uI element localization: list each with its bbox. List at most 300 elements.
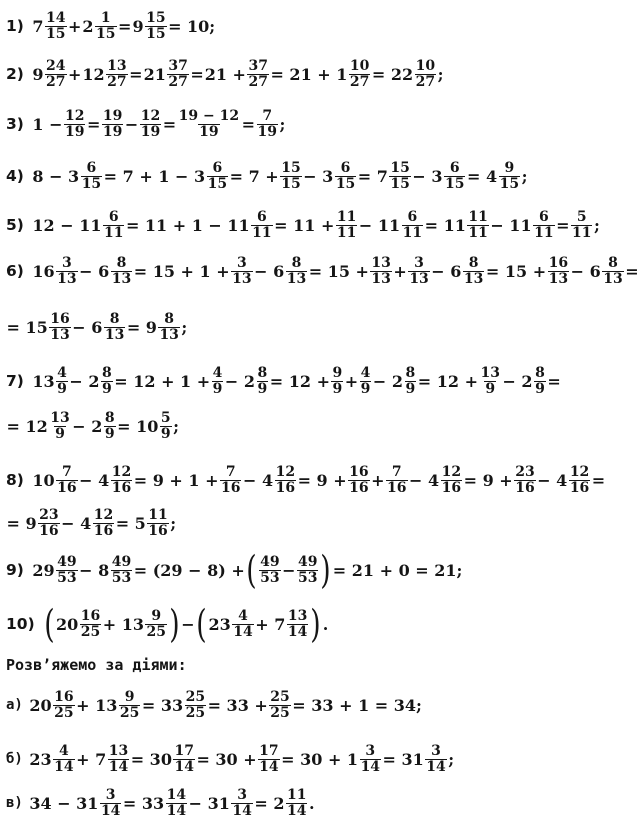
fraction xyxy=(119,690,140,721)
fraction xyxy=(287,609,308,640)
equation-line xyxy=(6,460,635,500)
large-parenthesis: ) xyxy=(320,548,332,592)
fraction-denominator: 53 xyxy=(57,569,77,586)
math-text: = 12 + xyxy=(269,371,330,391)
fraction-numerator: 12 xyxy=(111,463,132,480)
fraction-denominator: 9 xyxy=(257,380,268,397)
fraction-denominator: 16 xyxy=(57,479,77,496)
fraction-denominator: 15 xyxy=(281,175,301,192)
fraction-numerator: 3 xyxy=(431,742,441,759)
math-text: 9 xyxy=(32,64,44,84)
fraction-denominator: 16 xyxy=(111,479,132,496)
fraction xyxy=(111,465,132,496)
fraction-denominator: 19 xyxy=(199,123,219,140)
fraction xyxy=(286,788,307,819)
fraction xyxy=(360,366,372,397)
fraction-numerator: 3 xyxy=(236,254,247,271)
fraction-numerator: 9 xyxy=(124,688,135,705)
math-text: 9 xyxy=(132,16,144,36)
math-text: 21 + xyxy=(204,64,246,84)
fraction xyxy=(348,465,369,496)
fraction-denominator: 11 xyxy=(402,224,423,241)
math-text: 7 xyxy=(32,16,44,36)
fraction xyxy=(231,788,252,819)
equation-line xyxy=(6,739,635,779)
fraction xyxy=(571,210,592,241)
math-text: = xyxy=(547,371,561,391)
math-text: = 33 xyxy=(122,793,165,813)
fraction xyxy=(108,744,129,775)
fraction-numerator: 8 xyxy=(291,254,302,271)
fraction-numerator: 8 xyxy=(116,254,127,271)
fraction xyxy=(467,210,488,241)
fraction xyxy=(259,555,280,586)
math-text: = xyxy=(241,114,256,134)
math-text: 21 xyxy=(143,64,166,84)
equation-line xyxy=(6,54,635,94)
math-text: = 10; xyxy=(168,16,216,36)
math-text: = 15 xyxy=(6,317,48,337)
fraction-numerator: 25 xyxy=(270,688,290,705)
math-text: = 33 + xyxy=(207,695,268,715)
math-text: − 4 xyxy=(79,470,110,490)
fraction-denominator: 14 xyxy=(287,623,308,640)
fraction xyxy=(111,555,132,586)
fraction xyxy=(231,256,252,287)
fraction-numerator: 6 xyxy=(538,208,549,225)
fraction-numerator: 11 xyxy=(287,786,307,803)
math-text: 23 xyxy=(29,749,52,769)
fraction-denominator: 27 xyxy=(415,73,436,90)
math-text: + xyxy=(344,371,359,391)
fraction-denominator: 15 xyxy=(499,175,520,192)
math-text: = 2 xyxy=(254,793,285,813)
fraction-numerator: 15 xyxy=(281,159,301,176)
math-text: 13 xyxy=(32,371,55,391)
fraction xyxy=(548,256,569,287)
fraction-numerator: 3 xyxy=(62,254,72,271)
line-label: 9) xyxy=(6,561,24,579)
fraction-numerator: 4 xyxy=(57,364,67,381)
fraction-denominator: 14 xyxy=(259,758,279,775)
math-text: − 2 xyxy=(224,371,256,391)
math-text: = 11 + xyxy=(274,215,335,235)
fraction xyxy=(534,366,546,397)
fraction-numerator: 8 xyxy=(109,310,120,327)
math-text: 29 xyxy=(32,560,55,580)
line-label: б) xyxy=(6,751,23,767)
fraction-numerator: 16 xyxy=(80,607,101,624)
math-text: − 3 xyxy=(412,166,443,186)
fraction-numerator: 8 xyxy=(468,254,479,271)
fraction-denominator: 27 xyxy=(168,73,188,90)
fraction xyxy=(251,210,272,241)
math-text: − 2 xyxy=(502,371,533,391)
fraction-numerator: 8 xyxy=(164,310,175,327)
math-text: = 10 xyxy=(117,416,159,436)
equation-line xyxy=(6,6,635,46)
fraction-denominator: 13 xyxy=(463,270,484,287)
fraction xyxy=(104,312,125,343)
equation-line xyxy=(6,503,635,543)
fraction xyxy=(38,508,59,539)
fraction-numerator: 7 xyxy=(262,107,273,124)
fraction xyxy=(81,161,102,192)
fraction-denominator: 14 xyxy=(174,758,194,775)
fraction xyxy=(402,210,423,241)
math-text: − 6 xyxy=(72,317,103,337)
fraction xyxy=(102,109,123,140)
fraction-denominator: 11 xyxy=(336,224,357,241)
math-text: − 6 xyxy=(254,261,285,281)
fraction-denominator: 25 xyxy=(185,704,206,721)
fraction-numerator: 6 xyxy=(407,208,418,225)
fraction xyxy=(499,161,520,192)
math-text: − 4 xyxy=(409,470,440,490)
fraction-denominator: 16 xyxy=(387,479,407,496)
fraction xyxy=(173,744,194,775)
fraction-denominator: 53 xyxy=(111,569,132,586)
fraction-denominator: 14 xyxy=(100,802,121,819)
fraction xyxy=(185,690,206,721)
math-text: = 30 + 1 xyxy=(281,749,359,769)
line-label: 7) xyxy=(6,372,24,390)
fraction xyxy=(533,210,554,241)
fraction xyxy=(257,109,278,140)
math-text: 23 xyxy=(208,614,231,634)
equation-line xyxy=(6,550,635,590)
math-text: − xyxy=(181,614,195,634)
fraction xyxy=(370,256,391,287)
fraction-numerator: 7 xyxy=(391,463,402,480)
line-label: 8) xyxy=(6,471,24,489)
fraction-numerator: 23 xyxy=(39,506,59,523)
math-text: − 3 xyxy=(303,166,334,186)
fraction xyxy=(160,411,172,442)
fraction-denominator: 15 xyxy=(146,25,166,42)
fraction xyxy=(220,465,241,496)
fraction-denominator: 15 xyxy=(46,25,66,42)
math-text: = xyxy=(118,16,132,36)
math-text: = 33 xyxy=(141,695,184,715)
fraction xyxy=(415,59,436,90)
fraction-denominator: 53 xyxy=(260,569,280,586)
math-text: − 4 xyxy=(242,470,274,490)
fraction-denominator: 13 xyxy=(159,326,179,343)
fraction-numerator: 16 xyxy=(548,254,569,271)
fraction xyxy=(103,210,124,241)
fraction-numerator: 49 xyxy=(297,553,318,570)
fraction-numerator: 6 xyxy=(257,208,267,225)
fraction-denominator: 9 xyxy=(485,380,496,397)
large-parenthesis: ( xyxy=(43,602,55,646)
math-text: + 7 xyxy=(255,614,286,634)
line-label: 10) xyxy=(6,615,35,633)
fraction xyxy=(479,366,500,397)
fraction-denominator: 9 xyxy=(212,380,223,397)
math-text: . xyxy=(308,793,315,813)
fraction-denominator: 16 xyxy=(39,522,59,539)
math-text: − 11 xyxy=(490,215,532,235)
fraction-numerator: 8 xyxy=(608,254,618,271)
math-text: = 15 + xyxy=(308,261,369,281)
fraction-denominator: 15 xyxy=(207,175,228,192)
fraction-numerator: 3 xyxy=(237,786,248,803)
math-text: = 31 xyxy=(382,749,424,769)
math-text: = 30 + xyxy=(196,749,257,769)
math-text: ; xyxy=(593,215,600,235)
equation-line xyxy=(6,361,635,401)
fraction xyxy=(389,161,410,192)
fraction xyxy=(145,609,166,640)
math-text: = 9 xyxy=(6,513,37,533)
math-text: + 13 xyxy=(102,614,144,634)
fraction-numerator: 6 xyxy=(108,208,119,225)
math-text: ; xyxy=(181,317,188,337)
fraction-numerator: 12 xyxy=(140,107,161,124)
math-text: 16 xyxy=(32,261,55,281)
fraction-denominator: 13 xyxy=(104,326,125,343)
fraction-numerator: 4 xyxy=(360,364,371,381)
fraction-denominator: 13 xyxy=(409,270,429,287)
fraction xyxy=(232,609,253,640)
fraction-denominator: 27 xyxy=(107,73,127,90)
math-text: ; xyxy=(521,166,528,186)
line-label: 5) xyxy=(6,216,24,234)
fraction-denominator: 9 xyxy=(360,380,371,397)
math-text: = 33 + 1 = 34; xyxy=(292,695,422,715)
line-label: 6) xyxy=(6,262,24,280)
math-text: ; xyxy=(279,114,286,134)
fraction-numerator: 11 xyxy=(468,208,488,225)
math-text: + xyxy=(371,470,385,490)
fraction xyxy=(53,744,74,775)
fraction-denominator: 19 xyxy=(257,123,277,140)
fraction-numerator: 23 xyxy=(515,463,535,480)
fraction-numerator: 17 xyxy=(174,742,194,759)
fraction-denominator: 11 xyxy=(252,224,272,241)
equation-line xyxy=(6,307,635,347)
math-text: = 5 xyxy=(115,513,146,533)
fraction-denominator: 16 xyxy=(275,479,296,496)
fraction xyxy=(56,555,77,586)
fraction-numerator: 16 xyxy=(349,463,369,480)
math-text: 2 xyxy=(82,16,94,36)
math-text: ; xyxy=(170,513,177,533)
fraction-numerator: 3 xyxy=(414,254,424,271)
math-text: = xyxy=(591,470,606,490)
fraction-numerator: 19 xyxy=(102,107,123,124)
equation-line xyxy=(6,104,635,144)
fraction-numerator: 6 xyxy=(86,159,97,176)
section-heading: Розв’яжемо за діями: xyxy=(6,656,187,674)
fraction xyxy=(269,690,290,721)
fraction-denominator: 16 xyxy=(93,522,114,539)
fraction-numerator: 6 xyxy=(212,159,223,176)
fraction xyxy=(147,508,168,539)
fraction xyxy=(444,161,465,192)
math-text: 34 − 31 xyxy=(29,793,99,813)
fraction xyxy=(207,161,228,192)
math-text: 12 − 11 xyxy=(32,215,102,235)
fraction-denominator: 15 xyxy=(445,175,465,192)
math-text: = 21 + 1 xyxy=(270,64,348,84)
math-text: 8 − 3 xyxy=(32,166,80,186)
fraction xyxy=(101,366,113,397)
fraction-denominator: 15 xyxy=(81,175,102,192)
fraction xyxy=(145,11,166,42)
equation-line xyxy=(6,406,635,446)
fraction-numerator: 6 xyxy=(340,159,351,176)
fraction-denominator: 13 xyxy=(548,270,569,287)
math-text: = 22 xyxy=(371,64,414,84)
fraction-denominator: 9 xyxy=(405,380,416,397)
math-text: = 11 xyxy=(424,215,466,235)
fraction xyxy=(336,210,357,241)
math-text: = 9 + xyxy=(297,470,347,490)
line-label: 4) xyxy=(6,167,24,185)
fraction-numerator: 49 xyxy=(260,553,280,570)
fraction xyxy=(297,555,318,586)
fraction-denominator: 15 xyxy=(96,25,116,42)
math-text: = 15 + 1 + xyxy=(133,261,230,281)
fraction-denominator: 9 xyxy=(535,380,545,397)
fraction xyxy=(569,465,590,496)
fraction-denominator: 16 xyxy=(515,479,535,496)
fraction-denominator: 14 xyxy=(54,758,74,775)
fraction xyxy=(49,312,70,343)
fraction xyxy=(331,366,343,397)
fraction-denominator: 19 xyxy=(64,123,85,140)
fraction-denominator: 11 xyxy=(571,224,592,241)
fraction-numerator: 13 xyxy=(287,607,308,624)
fraction xyxy=(257,366,269,397)
fraction-numerator: 12 xyxy=(569,463,590,480)
fraction-numerator: 15 xyxy=(146,9,166,26)
math-text: . xyxy=(322,614,329,634)
fraction xyxy=(349,59,370,90)
fraction-denominator: 16 xyxy=(569,479,590,496)
math-text: − 11 xyxy=(358,215,401,235)
fraction-numerator: 49 xyxy=(111,553,132,570)
fraction-numerator: 3 xyxy=(365,742,376,759)
math-text: ; xyxy=(448,749,455,769)
fraction-numerator: 1 xyxy=(100,9,111,26)
math-text: + xyxy=(68,64,82,84)
fraction-numerator: 14 xyxy=(166,786,187,803)
math-text: − 4 xyxy=(61,513,92,533)
fraction xyxy=(167,59,188,90)
fraction-numerator: 14 xyxy=(46,9,66,26)
fraction-numerator: 12 xyxy=(64,107,85,124)
large-parenthesis: ( xyxy=(246,548,257,592)
math-text: = 9 xyxy=(126,317,157,337)
fraction-numerator: 37 xyxy=(168,57,188,74)
math-text: = xyxy=(556,215,570,235)
math-text: = 30 xyxy=(130,749,172,769)
fraction xyxy=(45,11,66,42)
line-label: в) xyxy=(6,795,23,811)
fraction xyxy=(178,109,240,140)
math-text: + 13 xyxy=(76,695,118,715)
fraction-numerator: 16 xyxy=(50,310,70,327)
math-text: = 12 + 1 + xyxy=(114,371,211,391)
fraction-denominator: 13 xyxy=(111,270,132,287)
math-text: = (29 − 8) + xyxy=(133,560,245,580)
fraction-denominator: 25 xyxy=(80,623,101,640)
line-label: 3) xyxy=(6,115,24,133)
fraction-numerator: 4 xyxy=(238,607,248,624)
fraction-numerator: 3 xyxy=(105,786,116,803)
fraction-denominator: 14 xyxy=(360,758,381,775)
math-text: = xyxy=(86,114,101,134)
math-text: − 4 xyxy=(537,470,568,490)
fraction xyxy=(56,256,77,287)
math-text: − 2 xyxy=(372,371,403,391)
fraction-denominator: 13 xyxy=(57,270,77,287)
fraction-denominator: 15 xyxy=(390,175,410,192)
fraction xyxy=(425,744,446,775)
fraction-denominator: 25 xyxy=(54,704,74,721)
math-text: = xyxy=(129,64,143,84)
fraction-numerator: 17 xyxy=(259,742,279,759)
fraction xyxy=(408,256,429,287)
math-text: − 31 xyxy=(188,793,230,813)
fraction-numerator: 9 xyxy=(332,364,343,381)
large-parenthesis: ) xyxy=(310,602,321,646)
math-text: + xyxy=(393,261,407,281)
large-parenthesis: ) xyxy=(169,602,180,646)
fraction xyxy=(386,465,407,496)
fraction-denominator: 25 xyxy=(146,623,166,640)
fraction-numerator: 10 xyxy=(415,57,436,74)
line-label: 1) xyxy=(6,17,24,35)
fraction-denominator: 11 xyxy=(103,224,124,241)
fraction-denominator: 11 xyxy=(534,224,554,241)
fraction-denominator: 14 xyxy=(166,802,187,819)
fraction-numerator: 13 xyxy=(108,742,129,759)
fraction-denominator: 16 xyxy=(148,522,168,539)
math-text: = 12 + xyxy=(417,371,478,391)
fraction-denominator: 14 xyxy=(232,802,252,819)
fraction-numerator: 11 xyxy=(336,208,357,225)
fraction-numerator: 8 xyxy=(104,409,115,426)
equation-line xyxy=(6,205,635,245)
fraction-denominator: 25 xyxy=(119,704,140,721)
fraction-denominator: 14 xyxy=(233,623,253,640)
fraction-numerator: 7 xyxy=(225,463,236,480)
fraction-numerator: 13 xyxy=(480,364,500,381)
math-text: = 11 + 1 − 11 xyxy=(125,215,250,235)
fraction xyxy=(335,161,356,192)
math-text: = 15 + xyxy=(485,261,547,281)
fraction xyxy=(275,465,296,496)
fraction-numerator: 37 xyxy=(248,57,268,74)
fraction xyxy=(360,744,381,775)
fraction xyxy=(64,109,85,140)
fraction xyxy=(602,256,623,287)
fraction-denominator: 19 xyxy=(102,123,123,140)
fraction-denominator: 9 xyxy=(102,380,112,397)
fraction-denominator: 14 xyxy=(108,758,129,775)
fraction xyxy=(93,508,114,539)
fraction-denominator: 9 xyxy=(332,380,343,397)
fraction-numerator: 12 xyxy=(93,506,114,523)
math-text: 20 xyxy=(55,614,79,634)
equation-line xyxy=(6,685,635,725)
fraction xyxy=(80,609,101,640)
fraction xyxy=(95,11,116,42)
